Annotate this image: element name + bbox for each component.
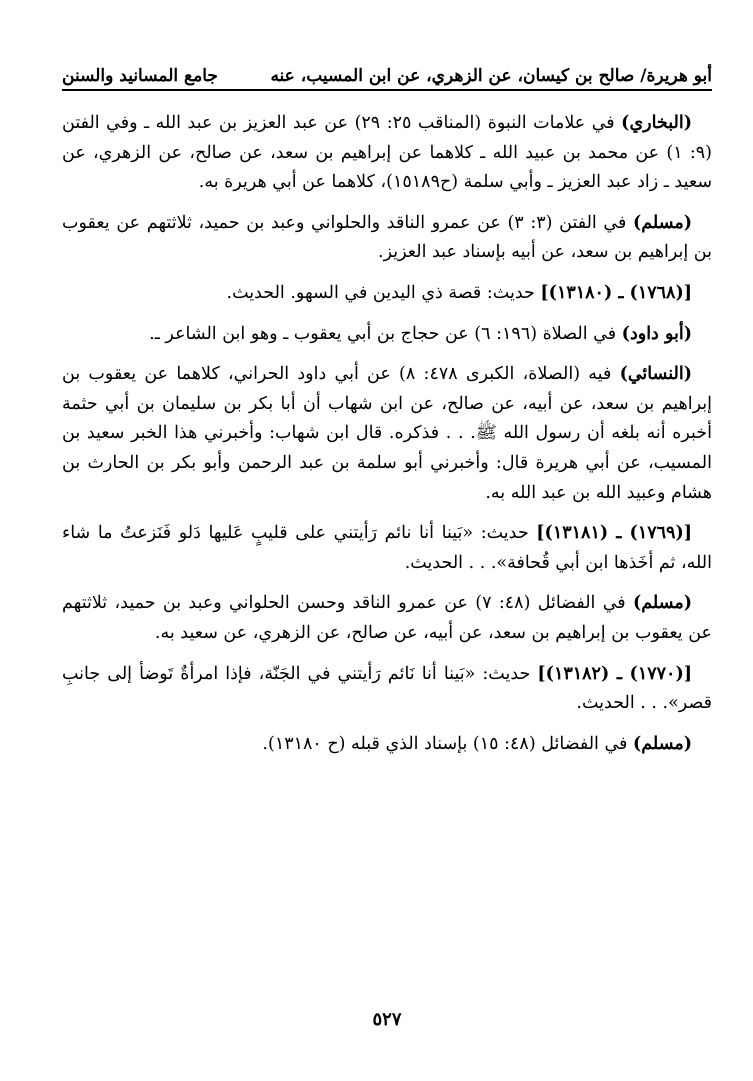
hadith-entry bbox=[62, 519, 712, 578]
running-header bbox=[62, 54, 712, 91]
hadith-number: [(١٧٦٩) ـ (١٣١٨١)] bbox=[536, 523, 692, 544]
source-label: (البخاري) bbox=[621, 113, 692, 133]
hadith-text: حديث: «بَينا أنا نَائم رَأيتني في الجَنّة، فإذا امرأةٌ تَوضأ إلى جانبِ قصر». . . الحديث. bbox=[62, 663, 712, 714]
hadith-number: [(١٧٦٨) ـ (١٣١٨٠)] bbox=[540, 282, 692, 303]
paragraph bbox=[62, 209, 712, 268]
source-label: (مسلم) bbox=[633, 212, 692, 233]
paragraph bbox=[62, 730, 712, 760]
paragraph-text: في علامات النبوة (المناقب ٢٥: ٢٩) عن عبد العزيز بن عبد الله ـ وفي الفتن (٩: ١) عن محمد بن عبيد الله ـ كلاهما عن إبراهيم بن سعد، عن صالح، عن الزهري، عن سعيد ـ زاد عبد العزيز ـ وأبي سلمة (ح١٥١٨٩)، كلاهما عن أبي هريرة به. bbox=[62, 113, 712, 193]
source-label: (مسلم) bbox=[633, 733, 692, 754]
paragraph-text: في الفضائل (٤٨: ١٥) بإسناد الذي قبله (ح ١٣١٨٠). bbox=[262, 733, 633, 754]
hadith-entry bbox=[62, 660, 712, 719]
paragraph-text: في الصلاة (١٩٦: ٦) عن حجاج بن أبي يعقوب ـ وهو ابن الشاعر ـ. bbox=[149, 323, 622, 344]
paragraph bbox=[62, 109, 712, 198]
source-label: (مسلم) bbox=[632, 593, 692, 614]
page-number: ٥٢٧ bbox=[372, 1009, 402, 1030]
source-label: (النسائي) bbox=[619, 364, 692, 385]
source-label: (أبو داود) bbox=[621, 323, 692, 344]
book-page bbox=[62, 54, 712, 1064]
paragraph bbox=[62, 360, 712, 508]
header-book-title: جامع المسانيد والسنن bbox=[62, 66, 218, 86]
page-body bbox=[62, 109, 712, 759]
hadith-number: [(١٧٧٠) ـ (١٣١٨٢)] bbox=[537, 663, 692, 684]
hadith-text: حديث: «بَينا أنا نائم رَأيتني على قليبٍ عَليها دَلو فَنَزعتُ ما شاء الله، ثم أخَذها ابن أبي قُحافة». . . الحديث. bbox=[62, 523, 712, 573]
header-chapter-title: أبو هريرة/ صالح بن كيسان، عن الزهري، عن ابن المسيب، عنه bbox=[270, 66, 712, 86]
paragraph-text: فيه (الصلاة، الكبرى ٤٧٨: ٨) عن أبي داود الحراني، كلاهما عن يعقوب بن إبراهيم بن سعد، عن أبيه، عن صالح، عن ابن شهاب أن أبا بكر بن سليمان بن أبي حثمة أخبره أنه بلغه أن رسول الله ﷺ. . . فذكره. قال ابن شهاب: وأخبرني هذا الخبر سعيد بن المسيب، عن أبي هريرة قال: وأخبرني أبو سلمة بن عبد الرحمن وأبو بكر بن الحارث بن هشام وعبيد الله بن عبد الله به. bbox=[62, 364, 712, 503]
paragraph-text: في الفتن (٣: ٣) عن عمرو الناقد والحلواني وعبد بن حميد، ثلاثتهم عن يعقوب بن إبراهيم بن سعد، عن أبيه بإسناد عبد العزيز. bbox=[62, 212, 712, 263]
hadith-text: حديث: قصة ذي اليدين في السهو. الحديث. bbox=[226, 282, 541, 303]
paragraph bbox=[62, 320, 712, 350]
paragraph bbox=[62, 589, 712, 648]
hadith-entry bbox=[62, 279, 712, 309]
paragraph-text: في الفضائل (٤٨: ٧) عن عمرو الناقد وحسن الحلواني وعبد بن حميد، ثلاثتهم عن يعقوب بن إبراهيم بن سعد، عن أبيه، عن صالح، عن الزهري، عن سعيد به. bbox=[62, 593, 712, 643]
